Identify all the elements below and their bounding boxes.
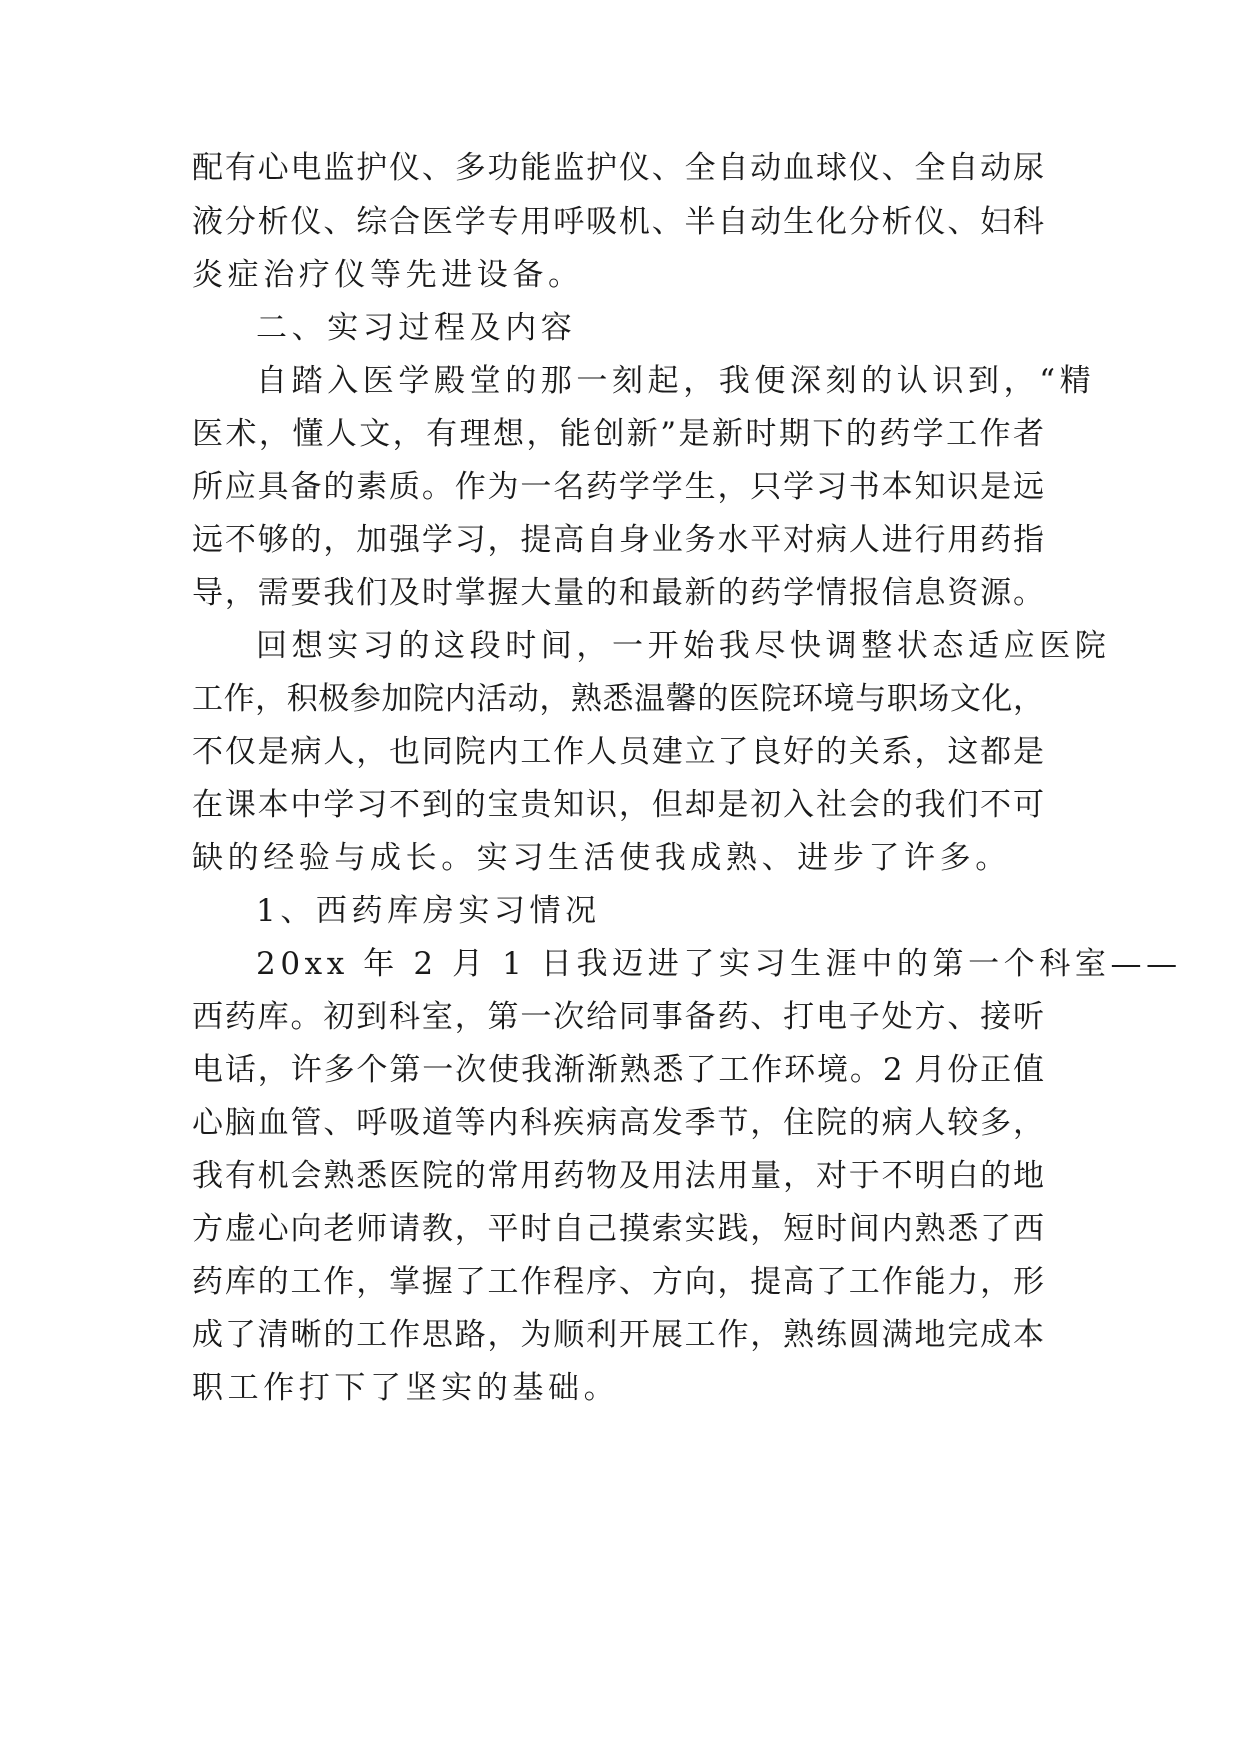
text-line: 在课本中学习不到的宝贵知识，但却是初入社会的我们不可 [192,787,1044,823]
text-line: 配有心电监护仪、多功能监护仪、全自动血球仪、全自动尿 [192,150,1044,186]
text-line: 工作，积极参加院内活动，熟悉温馨的医院环境与职场文化， [192,681,1044,717]
text-line: 电话，许多个第一次使我渐渐熟悉了工作环境。2 月份正值 [192,1052,1044,1088]
section-heading: 1、西药库房实习情况 [256,893,601,929]
text-line: 西药库。初到科室，第一次给同事备药、打电子处方、接听 [192,999,1044,1035]
text-line: 成了清晰的工作思路，为顺利开展工作，熟练圆满地完成本 [192,1317,1044,1353]
section-heading: 二、实习过程及内容 [256,310,577,346]
text-line: 药库的工作，掌握了工作程序、方向，提高了工作能力，形 [192,1264,1044,1300]
text-line: 所应具备的素质。作为一名药学学生，只学习书本知识是远 [192,469,1044,505]
text-line: 不仅是病人，也同院内工作人员建立了良好的关系，这都是 [192,734,1044,770]
text-line: 远不够的，加强学习，提高自身业务水平对病人进行用药指 [192,522,1044,558]
text-line: 医术，懂人文，有理想，能创新”是新时期下的药学工作者 [192,416,1044,452]
text-line: 自踏入医学殿堂的那一刻起，我便深刻的认识到，“精 [256,363,1096,399]
text-line: 导，需要我们及时掌握大量的和最新的药学情报信息资源。 [192,575,1044,611]
text-line: 回想实习的这段时间，一开始我尽快调整状态适应医院 [256,628,1111,664]
text-line: 炎症治疗仪等先进设备。 [192,257,584,293]
text-line: 职工作打下了坚实的基础。 [192,1370,620,1406]
text-line: 心脑血管、呼吸道等内科疾病高发季节，住院的病人较多， [192,1105,1044,1141]
text-line: 我有机会熟悉医院的常用药物及用法用量，对于不明白的地 [192,1158,1044,1194]
text-line: 液分析仪、综合医学专用呼吸机、半自动生化分析仪、妇科 [192,204,1044,240]
text-line: 缺的经验与成长。实习生活使我成熟、进步了许多。 [192,840,1011,876]
text-line: 方虚心向老师请教，平时自己摸索实践，短时间内熟悉了西 [192,1211,1044,1247]
text-line: 20xx 年 2 月 1 日我迈进了实习生涯中的第一个科室—— [256,946,1182,982]
